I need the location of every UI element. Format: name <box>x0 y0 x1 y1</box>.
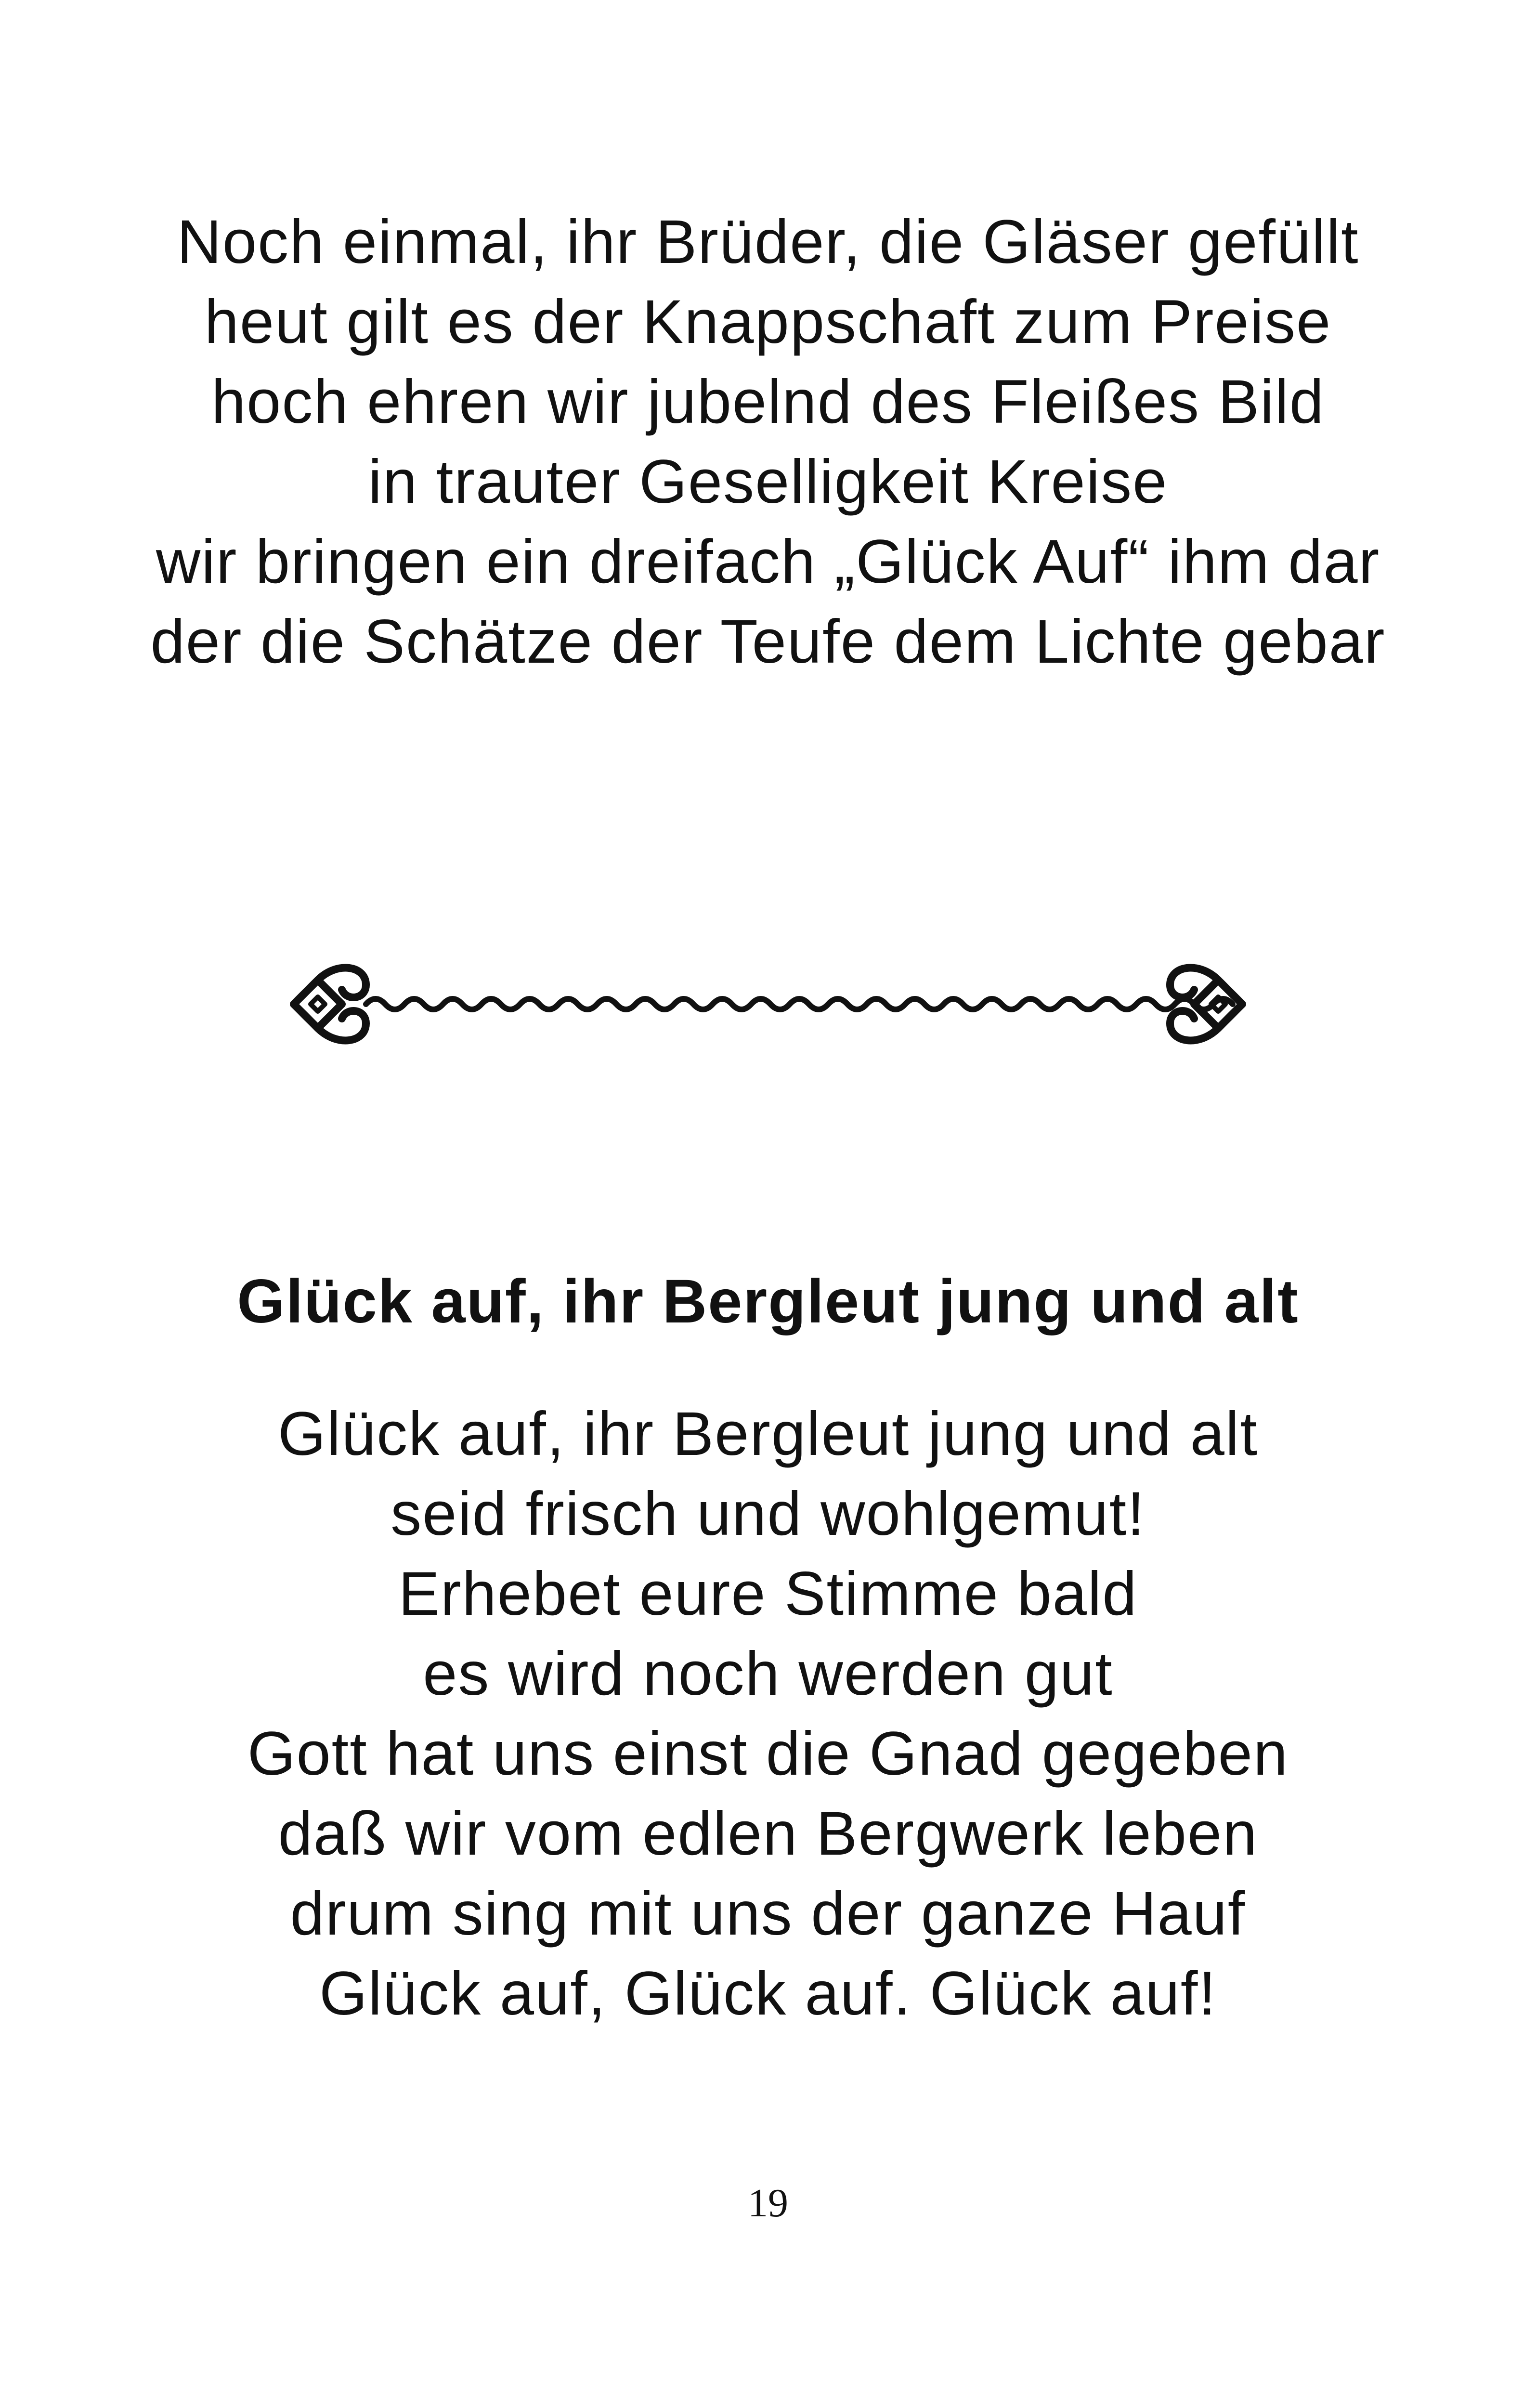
first-stanza <box>0 202 1536 682</box>
song-line: daß wir vom edlen Bergwerk leben <box>278 1799 1258 1868</box>
song-title: Glück auf, ihr Bergleut jung und alt <box>237 1267 1299 1336</box>
stanza-line: hoch ehren wir jubelnd des Fleißes Bild <box>211 367 1325 436</box>
song-line: Glück auf, Glück auf. Glück auf! <box>319 1959 1217 2028</box>
page-number: 19 <box>748 2181 788 2225</box>
stanza-line: in trauter Geselligkeit Kreise <box>368 447 1168 516</box>
song-line: Erhebet eure Stimme bald <box>398 1559 1138 1628</box>
song-line: seid frisch und wohlgemut! <box>391 1479 1145 1548</box>
song-line: drum sing mit uns der ganze Hauf <box>290 1879 1246 1948</box>
left-knot-icon <box>294 968 366 1041</box>
stanza-line: der die Schätze der Teufe dem Lichte gebar <box>150 607 1386 676</box>
stanza-line: Noch einmal, ihr Brüder, die Gläser gefüllt <box>177 208 1359 276</box>
song-line: Gott hat uns einst die Gnad gegeben <box>247 1719 1289 1788</box>
song-line: es wird noch werden gut <box>423 1639 1113 1708</box>
wave-line <box>366 999 1233 1009</box>
song-line: Glück auf, ihr Bergleut jung und alt <box>278 1400 1258 1468</box>
stanza-line: heut gilt es der Knappschaft zum Preise <box>204 288 1332 356</box>
song-stanza <box>0 1394 1536 2034</box>
stanza-line: wir bringen ein dreifach „Glück Auf“ ihm dar <box>156 527 1380 596</box>
celtic-knot-wave-ornament-icon <box>284 951 1252 1057</box>
